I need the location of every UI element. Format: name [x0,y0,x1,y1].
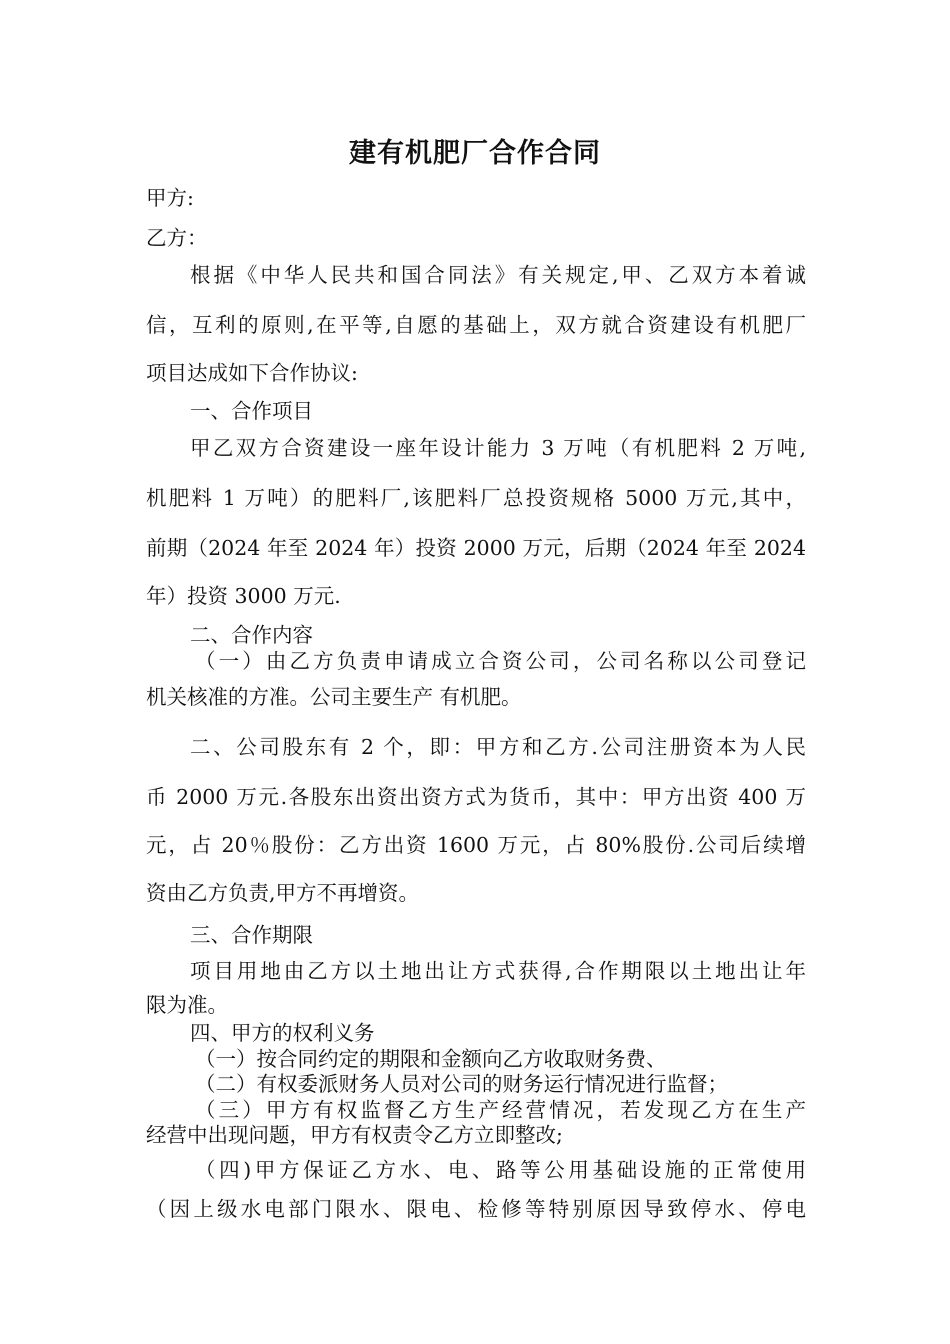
section-4-item-3-line-1: （三）甲方有权监督乙方生产经营情况，若发现乙方在生产 [195,1098,806,1122]
section-1-line-3: 前期（2024 年至 2024 年）投资 2000 万元，后期（2024 年至 2024 [146,536,806,560]
preamble-line-2: 信，互利的原则,在平等,自愿的基础上，双方就合资建设有机肥厂 [146,313,806,337]
section-1-line-2: 机肥料 1 万吨）的肥料厂,该肥料厂总投资规格 5000 万元,其中， [146,486,806,510]
section-3-line-2: 限为准。 [146,993,228,1017]
section-4-item-4-line-2: （因上级水电部门限水、限电、检修等特别原因导致停水、停电 [146,1197,806,1221]
preamble-line-3: 项目达成如下合作协议: [146,361,358,385]
section-4-item-2: （二）有权委派财务人员对公司的财务运行情况进行监督； [195,1072,728,1096]
section-heading-2: 二、合作内容 [190,623,313,647]
party-a-line: 甲方: [146,186,194,210]
section-2-item-2-line-3: 元，占 20％股份：乙方出资 1600 万元，占 80%股份.公司后续增 [146,833,806,857]
preamble-line-1: 根据《中华人民共和国合同法》有关规定,甲、乙双方本着诚 [190,263,806,287]
section-1-line-1: 甲乙双方合资建设一座年设计能力 3 万吨（有机肥料 2 万吨, [190,436,806,460]
party-b-line: 乙方： [146,226,208,250]
section-2-item-2-line-1: 二、公司股东有 2 个，即：甲方和乙方.公司注册资本为人民 [190,735,806,759]
section-4-item-1: （一）按合同约定的期限和金额向乙方收取财务费、 [195,1047,667,1071]
section-1-line-4: 年）投资 3000 万元. [146,584,341,608]
section-heading-4: 四、甲方的权利义务 [190,1021,375,1045]
section-3-line-1: 项目用地由乙方以土地出让方式获得,合作期限以土地出让年 [190,959,806,983]
section-2-item-2-line-4: 资由乙方负责,甲方不再增资。 [146,881,420,905]
section-4-item-4-line-1: （四)甲方保证乙方水、电、路等公用基础设施的正常使用 [195,1158,806,1182]
document-title: 建有机肥厂合作合同 [349,138,601,169]
section-2-item-1-line-1: （一）由乙方负责申请成立合资公司，公司名称以公司登记 [195,649,806,673]
section-2-item-1-line-2: 机关核准的方准。公司主要生产 有机肥。 [146,685,522,709]
section-heading-1: 一、合作项目 [190,399,313,423]
section-2-item-2-line-2: 币 2000 万元.各股东出资出资方式为货币，其中：甲方出资 400 万 [146,785,806,809]
section-heading-3: 三、合作期限 [190,923,313,947]
section-4-item-3-line-2: 经营中出现问题，甲方有权责令乙方立即整改; [146,1123,563,1147]
